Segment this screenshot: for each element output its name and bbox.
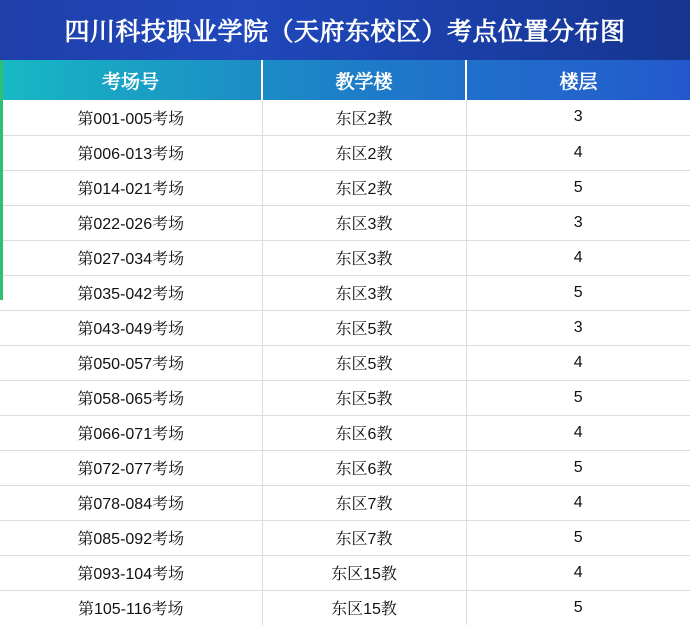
left-accent-bar xyxy=(0,60,3,300)
cell-floor: 5 xyxy=(466,275,690,310)
table-header-row xyxy=(0,60,690,100)
table-row xyxy=(0,415,690,450)
cell-floor: 4 xyxy=(466,345,690,380)
cell-floor: 4 xyxy=(466,415,690,450)
cell-building: 东区2教 xyxy=(262,135,466,170)
table-header xyxy=(0,60,690,100)
cell-building: 东区5教 xyxy=(262,310,466,345)
cell-building: 东区5教 xyxy=(262,345,466,380)
cell-exam-number: 第066-071考场 xyxy=(0,415,262,450)
cell-exam-number: 第035-042考场 xyxy=(0,275,262,310)
table-row xyxy=(0,345,690,380)
cell-exam-number: 第105-116考场 xyxy=(0,590,262,625)
exam-rooms-table xyxy=(0,60,690,625)
cell-exam-number: 第014-021考场 xyxy=(0,170,262,205)
cell-exam-number: 第078-084考场 xyxy=(0,485,262,520)
table-row xyxy=(0,450,690,485)
cell-floor: 3 xyxy=(466,205,690,240)
cell-exam-number: 第093-104考场 xyxy=(0,555,262,590)
cell-floor: 4 xyxy=(466,485,690,520)
cell-exam-number: 第001-005考场 xyxy=(0,100,262,135)
table-row xyxy=(0,135,690,170)
cell-floor: 5 xyxy=(466,170,690,205)
table-row xyxy=(0,240,690,275)
table-row xyxy=(0,555,690,590)
cell-floor: 5 xyxy=(466,520,690,555)
page-title: 四川科技职业学院（天府东校区）考点位置分布图 xyxy=(64,18,626,46)
cell-floor: 5 xyxy=(466,450,690,485)
cell-building: 东区6教 xyxy=(262,415,466,450)
column-header-exam-number: 考场号 xyxy=(0,60,262,100)
cell-building: 东区5教 xyxy=(262,380,466,415)
cell-floor: 5 xyxy=(466,380,690,415)
cell-building: 东区7教 xyxy=(262,485,466,520)
table-row xyxy=(0,170,690,205)
column-header-building: 教学楼 xyxy=(262,60,466,100)
cell-floor: 5 xyxy=(466,590,690,625)
table-row xyxy=(0,590,690,625)
table-row xyxy=(0,100,690,135)
cell-floor: 3 xyxy=(466,310,690,345)
cell-building: 东区15教 xyxy=(262,590,466,625)
cell-exam-number: 第072-077考场 xyxy=(0,450,262,485)
table-row xyxy=(0,520,690,555)
column-header-floor: 楼层 xyxy=(466,60,690,100)
cell-building: 东区2教 xyxy=(262,100,466,135)
cell-building: 东区7教 xyxy=(262,520,466,555)
cell-exam-number: 第043-049考场 xyxy=(0,310,262,345)
table-row xyxy=(0,205,690,240)
cell-exam-number: 第085-092考场 xyxy=(0,520,262,555)
cell-building: 东区3教 xyxy=(262,275,466,310)
cell-exam-number: 第027-034考场 xyxy=(0,240,262,275)
table-row xyxy=(0,275,690,310)
page-title-bar xyxy=(0,0,690,60)
cell-floor: 4 xyxy=(466,240,690,275)
cell-building: 东区15教 xyxy=(262,555,466,590)
cell-building: 东区3教 xyxy=(262,240,466,275)
cell-building: 东区3教 xyxy=(262,205,466,240)
cell-building: 东区2教 xyxy=(262,170,466,205)
cell-floor: 4 xyxy=(466,555,690,590)
table-row xyxy=(0,310,690,345)
cell-floor: 3 xyxy=(466,100,690,135)
table-row xyxy=(0,485,690,520)
cell-floor: 4 xyxy=(466,135,690,170)
cell-exam-number: 第058-065考场 xyxy=(0,380,262,415)
table-body xyxy=(0,100,690,625)
cell-exam-number: 第050-057考场 xyxy=(0,345,262,380)
cell-building: 东区6教 xyxy=(262,450,466,485)
cell-exam-number: 第006-013考场 xyxy=(0,135,262,170)
table-row xyxy=(0,380,690,415)
cell-exam-number: 第022-026考场 xyxy=(0,205,262,240)
